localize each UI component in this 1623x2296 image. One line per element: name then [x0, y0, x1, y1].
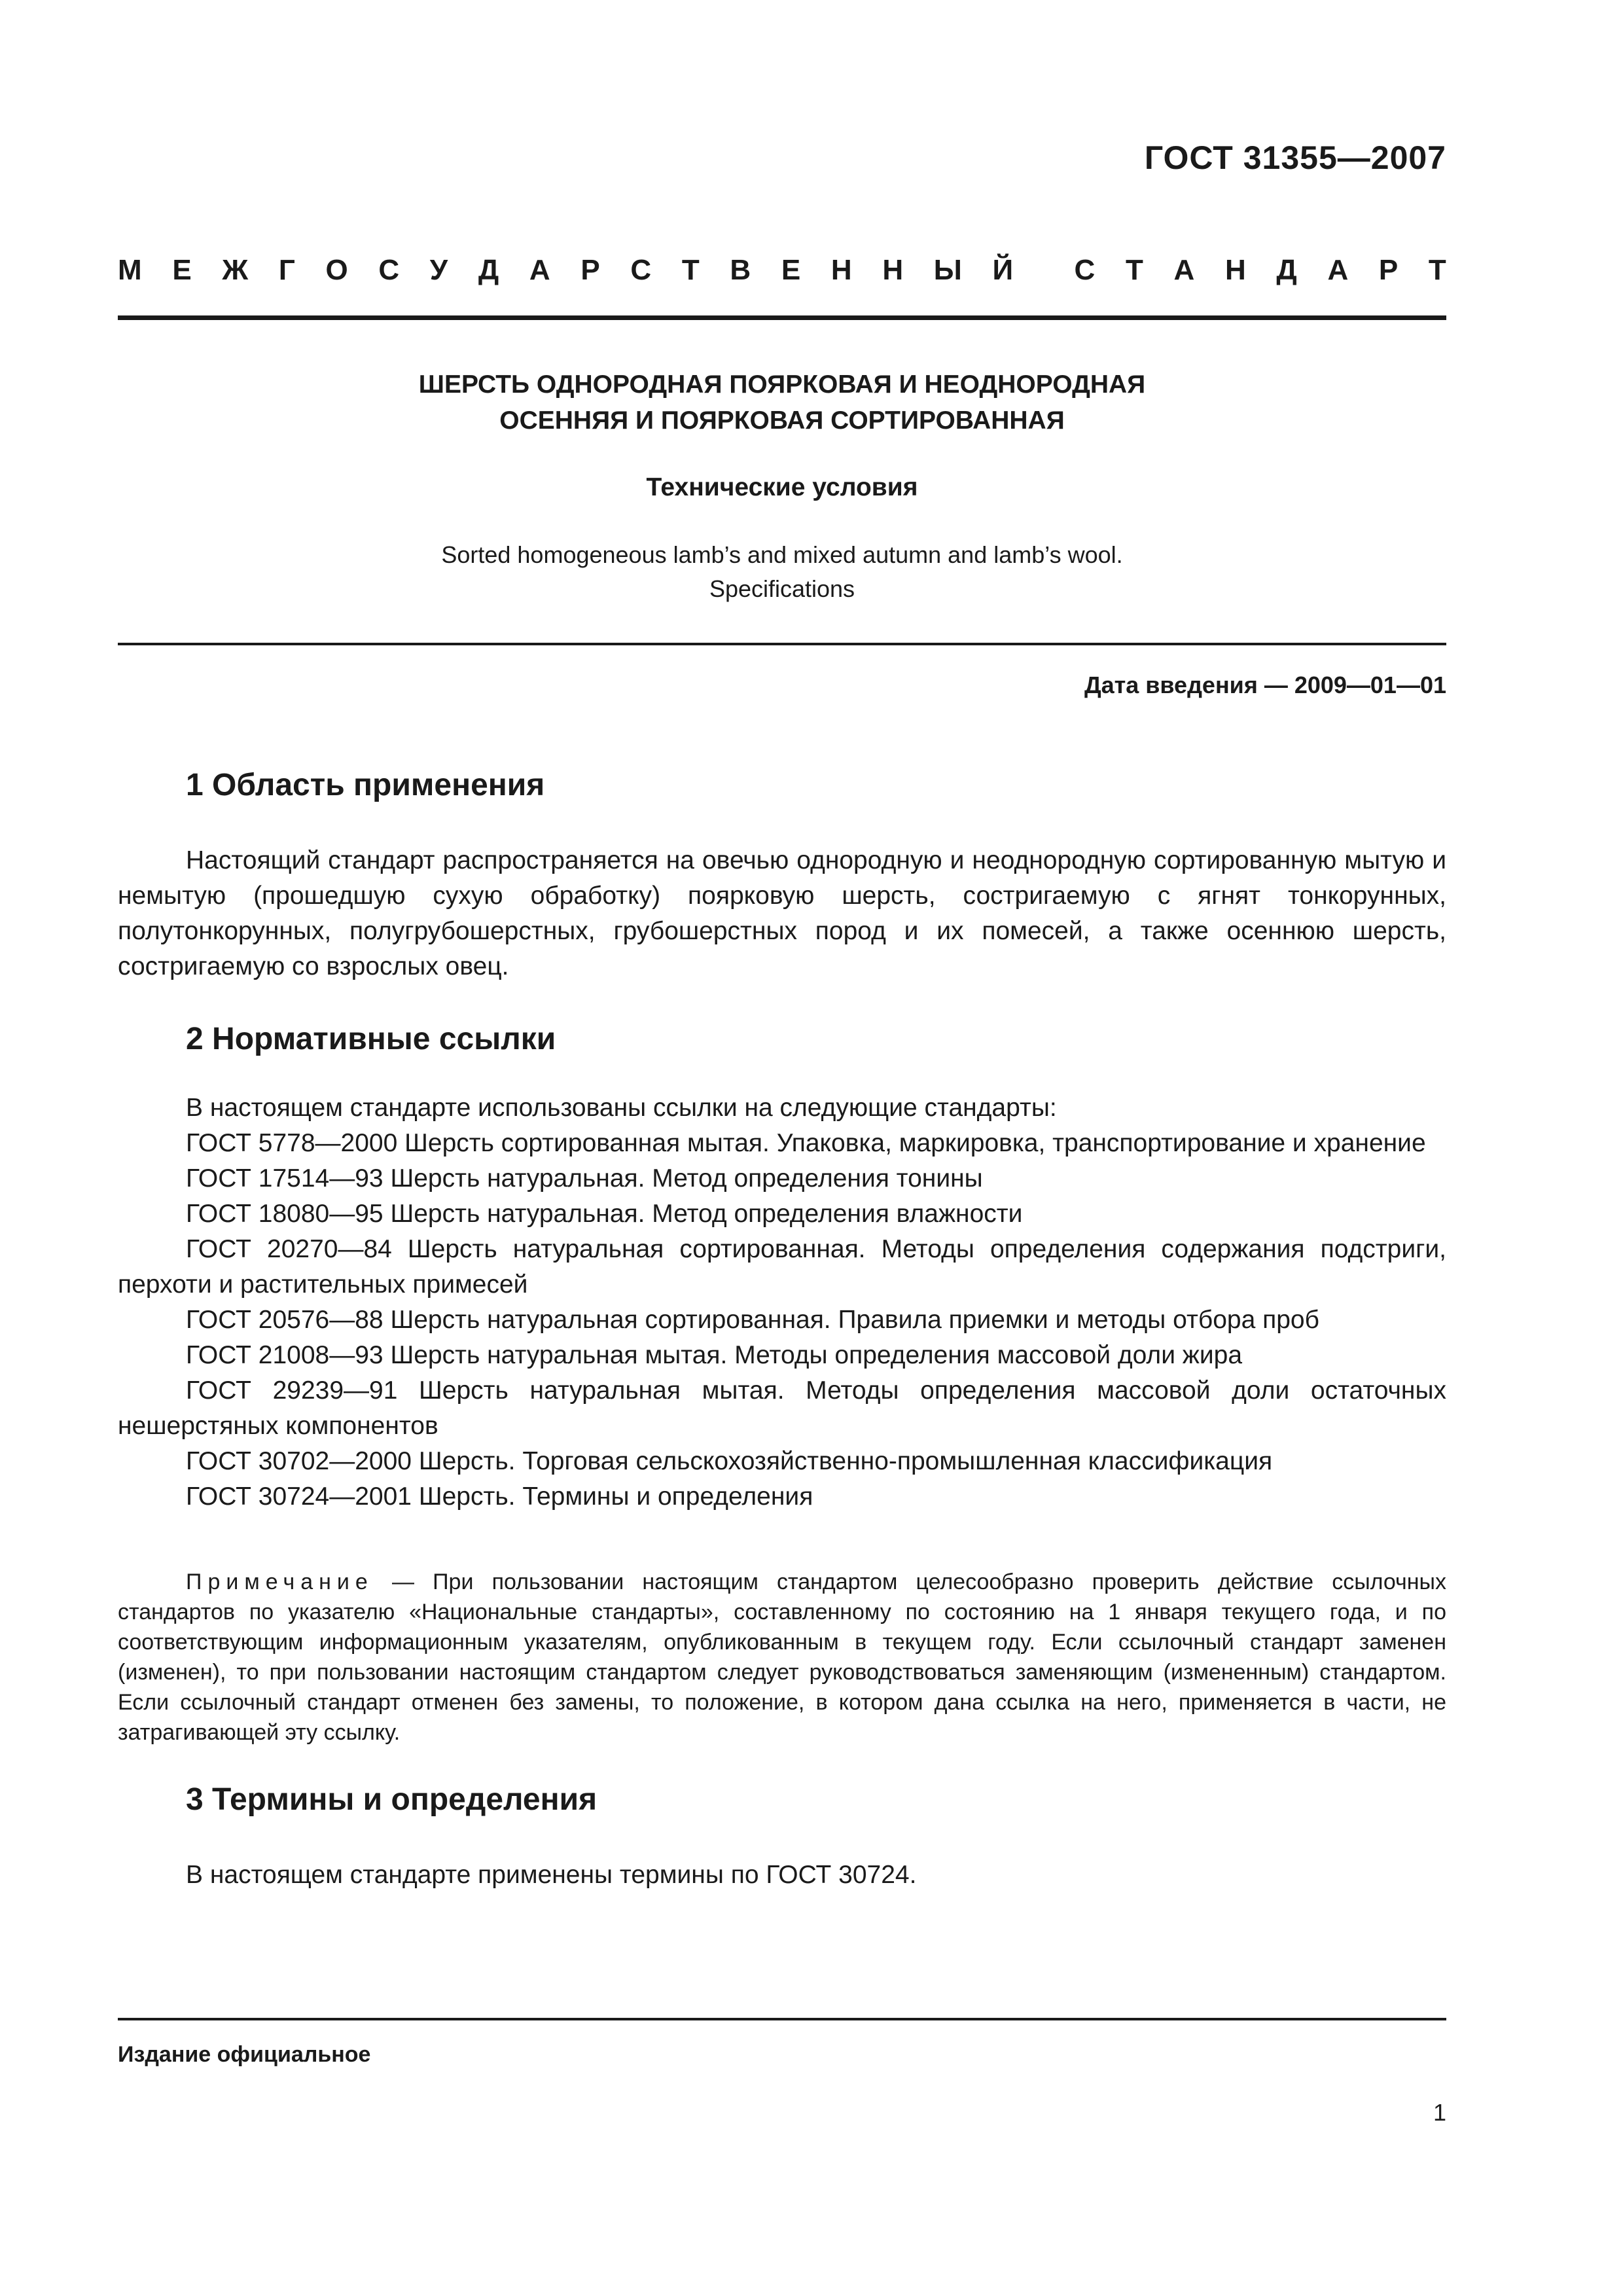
standard-type-letter: А [1173, 254, 1195, 286]
normative-references-list [118, 1090, 1446, 1515]
document-subtitle: Технические условия [646, 473, 918, 501]
english-title-line: Specifications [709, 575, 855, 602]
document-title [118, 367, 1446, 439]
standard-type-letter: Т [1428, 254, 1446, 286]
standard-type-letter: Т [1125, 254, 1143, 286]
standard-type-letter: С [378, 254, 400, 286]
section-heading: 3 Термины и определения [186, 1782, 597, 1817]
introduction-date: Дата введения — 2009—01—01 [1084, 672, 1446, 698]
standard-type-letter: Ж [222, 254, 249, 286]
standard-type-letter: Е [781, 254, 801, 286]
standard-type-letter: Т [681, 254, 700, 286]
reference-item: ГОСТ 20270—84 Шерсть натуральная сортированная. Методы определения содержания подстриги, перхоти и растительных примесей [118, 1235, 1446, 1299]
reference-item: ГОСТ 5778—2000 Шерсть сортированная мытая. Упаковка, маркировка, транспортирование и хранение [186, 1129, 1426, 1157]
standard-type-letter: Р [580, 254, 600, 286]
edition-label: Издание официальное [118, 2042, 371, 2067]
reference-item: ГОСТ 30702—2000 Шерсть. Торговая сельскохозяйственно-промышленная классификация [186, 1447, 1273, 1475]
standard-type-heading [118, 254, 1446, 287]
document-title-line: ШЕРСТЬ ОДНОРОДНАЯ ПОЯРКОВАЯ И НЕОДНОРОДНАЯ [418, 370, 1146, 399]
standard-type-letter: Е [172, 254, 192, 286]
standard-type-letter: У [429, 254, 448, 286]
references-note [118, 1567, 1446, 1748]
standard-type-letter: Ы [933, 254, 962, 286]
standard-type-letter: Д [478, 254, 499, 286]
footer-divider [118, 2018, 1446, 2020]
standard-type-letter: С [1074, 254, 1096, 286]
section-paragraph: В настоящем стандарте применены термины по ГОСТ 30724. [186, 1861, 917, 1889]
header-divider [118, 315, 1446, 320]
standard-type-letter: Д [1276, 254, 1297, 286]
standard-type-letter: Н [882, 254, 904, 286]
standard-type-letter: Г [278, 254, 295, 286]
standard-type-letter: Н [830, 254, 852, 286]
reference-item: ГОСТ 20576—88 Шерсть натуральная сортированная. Правила приемки и методы отбора проб [186, 1306, 1319, 1334]
standard-type-letter: Й [992, 254, 1014, 286]
reference-item: ГОСТ 18080—95 Шерсть натуральная. Метод определения влажности [186, 1200, 1023, 1228]
note-text: — При пользовании настоящим стандартом целесообразно проверить действие ссылочных стандартов по указателю «Национальные стандарты», составленному по состоянию на 1 января текущего года, и по соответствующим информационным указателям, опубликованным в текущем году. Если ссылочный стандарт заменен (изменен), то при пользовании настоящим стандартом следует руководствоваться заменяющим (измененным) стандартом. Если ссылочный стандарт отменен без замены, то положение, в котором дана ссылка на него, применяется в части, не затрагивающей эту ссылку. [118, 1570, 1446, 1745]
references-lead: В настоящем стандарте использованы ссылки на следующие стандарты: [186, 1094, 1057, 1122]
standard-type-letter: Н [1224, 254, 1246, 286]
section-paragraph: Настоящий стандарт распространяется на овечью однородную и неоднородную сортированную мытую и немытую (прошедшую сухую обработку) поярковую шерсть, состригаемую с ягнят тонкорунных, полутонкорунных, полугрубошерстных, грубошерстных пород и их помесей, а также осеннюю шерсть, состригаемую со взрослых овец. [118, 846, 1446, 980]
title-divider [118, 643, 1446, 645]
document-title-line: ОСЕННЯЯ И ПОЯРКОВАЯ СОРТИРОВАННАЯ [499, 406, 1065, 435]
section-heading: 2 Нормативные ссылки [186, 1022, 556, 1056]
standard-type-letter: А [529, 254, 550, 286]
standard-type-letter: А [1327, 254, 1349, 286]
reference-item: ГОСТ 29239—91 Шерсть натуральная мытая. Методы определения массовой доли остаточных нешерстяных компонентов [118, 1376, 1446, 1440]
reference-item: ГОСТ 30724—2001 Шерсть. Термины и определения [186, 1482, 813, 1511]
english-title-line: Sorted homogeneous lamb’s and mixed autumn and lamb’s wool. [441, 541, 1123, 568]
page-number: 1 [1433, 2099, 1446, 2126]
standard-type-letter: В [730, 254, 751, 286]
reference-item: ГОСТ 17514—93 Шерсть натуральная. Метод определения тонины [186, 1164, 983, 1193]
standard-type-letter: О [325, 254, 348, 286]
note-label: Примечание [186, 1570, 374, 1594]
section-heading: 1 Область применения [186, 768, 545, 802]
standard-type-letter: М [118, 254, 142, 286]
reference-item: ГОСТ 21008—93 Шерсть натуральная мытая. Методы определения массовой доли жира [186, 1341, 1243, 1369]
standard-type-letter: С [630, 254, 652, 286]
standard-type-letter: Р [1378, 254, 1399, 286]
english-title [118, 538, 1446, 606]
document-number: ГОСТ 31355—2007 [1144, 139, 1446, 176]
